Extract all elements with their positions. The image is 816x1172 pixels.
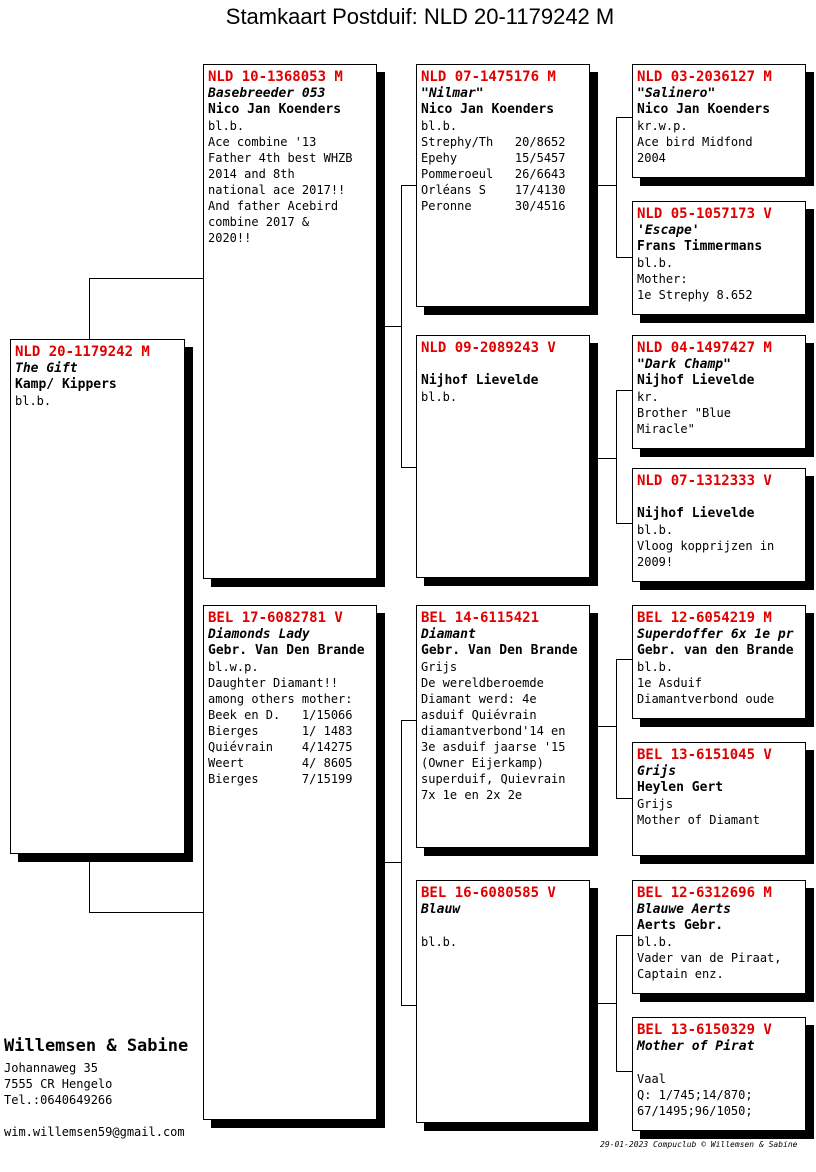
note-line: Epehy 15/5457 bbox=[421, 151, 566, 165]
note-line: 2014 and 8th bbox=[208, 167, 295, 181]
pigeon-owner: Nijhof Lievelde bbox=[637, 373, 755, 388]
ring-number: BEL 13-6150329 V bbox=[637, 1022, 772, 1038]
pigeon-name: Basebreeder 053 bbox=[208, 86, 326, 101]
note-line: Bierges 7/15199 bbox=[208, 772, 353, 786]
note-line: Weert 4/ 8605 bbox=[208, 756, 353, 770]
ring-number: BEL 12-6312696 M bbox=[637, 885, 772, 901]
pigeon-notes bbox=[637, 675, 801, 707]
connector bbox=[616, 117, 617, 258]
pigeon-name: The Gift bbox=[15, 361, 78, 376]
breeder-name: Willemsen & Sabine bbox=[4, 1036, 189, 1056]
ring-number: BEL 13-6151045 V bbox=[637, 747, 772, 763]
note-line: diamantverbond'14 en bbox=[421, 724, 566, 738]
pigeon-color: bl.b. bbox=[15, 394, 52, 408]
pigeon-notes bbox=[637, 134, 801, 166]
pigeon-name bbox=[421, 357, 585, 373]
note-line: 2020!! bbox=[208, 231, 252, 245]
note-line: Mother: bbox=[637, 272, 688, 286]
pigeon-card-ggp-6[interactable] bbox=[632, 742, 806, 856]
connector bbox=[401, 720, 402, 1006]
pigeon-name: Superdoffer 6x 1e pr bbox=[637, 627, 794, 642]
pigeon-card-ggp-3[interactable] bbox=[632, 335, 806, 449]
connector bbox=[616, 390, 632, 391]
ring-number: NLD 07-1312333 V bbox=[637, 473, 772, 489]
connector bbox=[401, 720, 417, 721]
print-credit: 29-01-2023 Compuclub © Willemsen & Sabine bbox=[600, 1140, 798, 1149]
pigeon-notes bbox=[208, 134, 372, 246]
connector bbox=[589, 1003, 616, 1004]
note-line: Pommeroeul 26/6643 bbox=[421, 167, 566, 181]
note-line: Daughter Diamant!! bbox=[208, 676, 339, 690]
connector bbox=[616, 1071, 632, 1072]
pigeon-owner: Gebr. Van Den Brande bbox=[208, 643, 365, 658]
city: 7555 CR Hengelo bbox=[4, 1077, 113, 1091]
ring-number: NLD 03-2036127 M bbox=[637, 69, 772, 85]
note-line: Ace combine '13 bbox=[208, 135, 317, 149]
pigeon-color: bl.w.p. bbox=[208, 660, 259, 674]
connector bbox=[589, 185, 616, 186]
note-line: Ace bird Midfond bbox=[637, 135, 753, 149]
connector bbox=[616, 390, 617, 524]
connector bbox=[616, 798, 632, 799]
pigeon-card-ggp-7[interactable] bbox=[632, 880, 806, 994]
ring-number: NLD 10-1368053 M bbox=[208, 69, 343, 85]
pigeon-card-maternal-grandfather[interactable] bbox=[416, 605, 590, 848]
pigeon-owner: Nijhof Lievelde bbox=[421, 373, 539, 388]
note-line: 3e asduif jaarse '15 bbox=[421, 740, 566, 754]
connector bbox=[616, 659, 617, 799]
note-line: Q: 1/745;14/870; bbox=[637, 1088, 753, 1102]
pigeon-card-paternal-grandfather[interactable] bbox=[416, 64, 590, 307]
note-line: Orléans S 17/4130 bbox=[421, 183, 566, 197]
ring-number: NLD 09-2089243 V bbox=[421, 340, 556, 356]
breeder-email[interactable]: wim.willemsen59@gmail.com bbox=[4, 1125, 185, 1139]
pigeon-notes bbox=[637, 1087, 801, 1119]
pigeon-card-ggp-4[interactable] bbox=[632, 468, 806, 582]
connector bbox=[401, 1005, 417, 1006]
connector bbox=[89, 853, 90, 913]
connector bbox=[589, 726, 616, 727]
note-line: Brother "Blue bbox=[637, 406, 731, 420]
note-line: 2009! bbox=[637, 555, 674, 569]
pigeon-owner: Gebr. Van Den Brande bbox=[421, 643, 578, 658]
ring-number: NLD 07-1475176 M bbox=[421, 69, 556, 85]
pigeon-notes bbox=[421, 134, 585, 214]
pigeon-color: Grijs bbox=[637, 797, 674, 811]
pigeon-card-ggp-5[interactable] bbox=[632, 605, 806, 719]
note-line: superduif, Quievrain bbox=[421, 772, 566, 786]
page-title: Stamkaart Postduif: NLD 20-1179242 M bbox=[225, 4, 615, 29]
note-line: combine 2017 & bbox=[208, 215, 310, 229]
pigeon-owner: Gebr. van den Brande bbox=[637, 643, 794, 658]
pigeon-name: Grijs bbox=[637, 764, 677, 779]
note-line: 1e Asduif bbox=[637, 676, 703, 690]
pigeon-name: "Nilmar" bbox=[421, 86, 484, 101]
pigeon-color: bl.b. bbox=[637, 256, 674, 270]
pigeon-owner: Nico Jan Koenders bbox=[208, 102, 342, 117]
note-line: Bierges 1/ 1483 bbox=[208, 724, 353, 738]
pigeon-color: bl.b. bbox=[637, 935, 674, 949]
ring-number: BEL 14-6115421 bbox=[421, 610, 540, 626]
pigeon-name: 'Escape' bbox=[637, 223, 700, 238]
pigeon-name: "Salinero" bbox=[637, 86, 716, 101]
note-line: Captain enz. bbox=[637, 967, 724, 981]
ring-number: NLD 04-1497427 M bbox=[637, 340, 772, 356]
breeder-address bbox=[4, 1060, 112, 1108]
pigeon-owner: Nico Jan Koenders bbox=[637, 102, 771, 117]
pigeon-color: kr. bbox=[637, 390, 659, 404]
note-line: Father 4th best WHZB bbox=[208, 151, 353, 165]
note-line: 67/1495;96/1050; bbox=[637, 1104, 753, 1118]
pigeon-notes bbox=[637, 950, 801, 982]
note-line: (Owner Eijerkamp) bbox=[421, 756, 544, 770]
note-line: De wereldberoemde bbox=[421, 676, 544, 690]
pigeon-notes bbox=[421, 675, 585, 803]
connector bbox=[616, 523, 632, 524]
note-line: Diamant werd: 4e bbox=[421, 692, 537, 706]
pigeon-color: bl.b. bbox=[421, 390, 458, 404]
pigeon-name: Blauwe Aerts bbox=[637, 902, 731, 917]
pigeon-owner bbox=[637, 1055, 801, 1071]
note-line: Diamantverbond oude bbox=[637, 692, 775, 706]
connector bbox=[616, 935, 632, 936]
note-line: Strephy/Th 20/8652 bbox=[421, 135, 566, 149]
note-line: 2004 bbox=[637, 151, 666, 165]
pigeon-color: bl.b. bbox=[208, 119, 245, 133]
pigeon-name: "Dark Champ" bbox=[637, 357, 731, 372]
pigeon-owner: Nico Jan Koenders bbox=[421, 102, 555, 117]
pigeon-notes bbox=[208, 675, 372, 787]
connector bbox=[376, 326, 401, 327]
connector bbox=[401, 185, 417, 186]
pigeon-owner: Heylen Gert bbox=[637, 780, 724, 795]
note-line: 7x 1e en 2x 2e bbox=[421, 788, 523, 802]
pigeon-color: kr.w.p. bbox=[637, 119, 688, 133]
pigeon-card-ggp-2[interactable] bbox=[632, 201, 806, 315]
pigeon-name bbox=[637, 490, 801, 506]
pigeon-card-subject[interactable] bbox=[10, 339, 185, 854]
pigeon-card-ggp-8[interactable] bbox=[632, 1017, 806, 1131]
note-line: Vader van de Piraat, bbox=[637, 951, 782, 965]
pigeon-name: Diamant bbox=[421, 627, 476, 642]
pigeon-notes bbox=[637, 271, 801, 303]
ring-number: NLD 05-1057173 V bbox=[637, 206, 772, 222]
connector bbox=[589, 458, 616, 459]
note-line: And father Acebird bbox=[208, 199, 339, 213]
pigeon-card-ggp-1[interactable] bbox=[632, 64, 806, 178]
note-line: asduif Quiévrain bbox=[421, 708, 537, 722]
connector bbox=[401, 467, 417, 468]
pigeon-card-mother[interactable] bbox=[203, 605, 377, 1120]
note-line: 1e Strephy 8.652 bbox=[637, 288, 753, 302]
pigeon-color: bl.b. bbox=[637, 660, 674, 674]
connector bbox=[616, 117, 632, 118]
pigeon-color: Grijs bbox=[421, 660, 458, 674]
phone: Tel.:0640649266 bbox=[4, 1093, 113, 1107]
pigeon-color: bl.b. bbox=[421, 935, 458, 949]
note-line: Peronne 30/4516 bbox=[421, 199, 566, 213]
ring-number: BEL 17-6082781 V bbox=[208, 610, 343, 626]
note-line: Beek en D. 1/15066 bbox=[208, 708, 353, 722]
note-line: Vloog kopprijzen in bbox=[637, 539, 775, 553]
pigeon-owner: Frans Timmermans bbox=[637, 239, 763, 254]
pigeon-card-paternal-grandmother[interactable] bbox=[416, 335, 590, 578]
pigeon-name: Diamonds Lady bbox=[208, 627, 310, 642]
note-line: Mother of Diamant bbox=[637, 813, 760, 827]
connector bbox=[89, 912, 204, 913]
pigeon-color: bl.b. bbox=[637, 523, 674, 537]
pigeon-color: Vaal bbox=[637, 1072, 666, 1086]
connector bbox=[401, 185, 402, 468]
pigeon-notes bbox=[637, 405, 801, 437]
pigeon-owner: Nijhof Lievelde bbox=[637, 506, 755, 521]
pigeon-name: Mother of Pirat bbox=[637, 1039, 755, 1054]
connector bbox=[89, 278, 204, 279]
ring-number: NLD 20-1179242 M bbox=[15, 344, 150, 360]
ring-number: BEL 12-6054219 M bbox=[637, 610, 772, 626]
pigeon-notes bbox=[637, 812, 801, 828]
ring-number: BEL 16-6080585 V bbox=[421, 885, 556, 901]
pigeon-card-father[interactable] bbox=[203, 64, 377, 579]
note-line: national ace 2017!! bbox=[208, 183, 346, 197]
note-line: Miracle" bbox=[637, 422, 695, 436]
connector bbox=[89, 278, 90, 340]
pigeon-owner bbox=[421, 918, 585, 934]
note-line: among others mother: bbox=[208, 692, 353, 706]
pigeon-notes bbox=[637, 538, 801, 570]
pigeon-card-maternal-grandmother[interactable] bbox=[416, 880, 590, 1123]
pigeon-name: Blauw bbox=[421, 902, 461, 917]
note-line: Quiévrain 4/14275 bbox=[208, 740, 353, 754]
pigeon-owner: Aerts Gebr. bbox=[637, 918, 724, 933]
connector bbox=[616, 659, 632, 660]
connector bbox=[376, 862, 401, 863]
street: Johannaweg 35 bbox=[4, 1061, 98, 1075]
connector bbox=[616, 257, 632, 258]
connector bbox=[616, 935, 617, 1072]
pigeon-color: bl.b. bbox=[421, 119, 458, 133]
pigeon-owner: Kamp/ Kippers bbox=[15, 377, 117, 392]
